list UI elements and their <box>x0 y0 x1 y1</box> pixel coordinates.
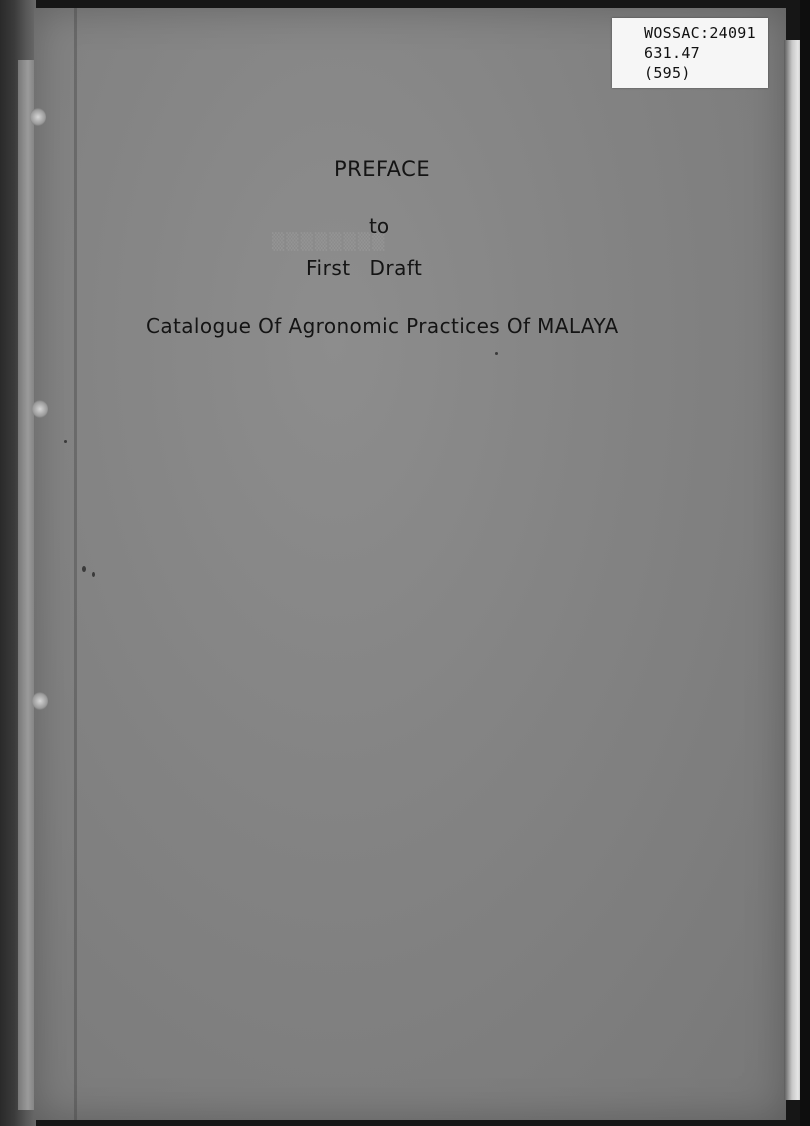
cover-draft-title: First Draft <box>306 256 423 280</box>
cover-heading: PREFACE <box>334 157 431 181</box>
catalog-label-classification: 631.47 <box>644 44 700 62</box>
paper-speck <box>82 566 86 572</box>
cover-fold-line <box>74 8 77 1120</box>
binding-hole-icon <box>30 108 46 126</box>
catalog-label <box>612 18 768 88</box>
cover-subtitle: Catalogue Of Agronomic Practices Of MALAYA <box>146 314 619 338</box>
binding-hole-icon <box>32 400 48 418</box>
cover-connector: to <box>369 214 390 238</box>
catalog-label-id: WOSSAC:24091 <box>644 24 756 42</box>
catalog-label-number: (595) <box>644 64 691 82</box>
scan-shadow-right <box>800 0 810 1126</box>
binding-hole-icon <box>32 692 48 710</box>
paper-speck <box>64 440 67 443</box>
paper-speck <box>495 352 498 355</box>
paper-speck <box>92 572 95 577</box>
faded-stamp-mark: ▒▒▒▒▒▒▒▒ <box>272 232 387 251</box>
